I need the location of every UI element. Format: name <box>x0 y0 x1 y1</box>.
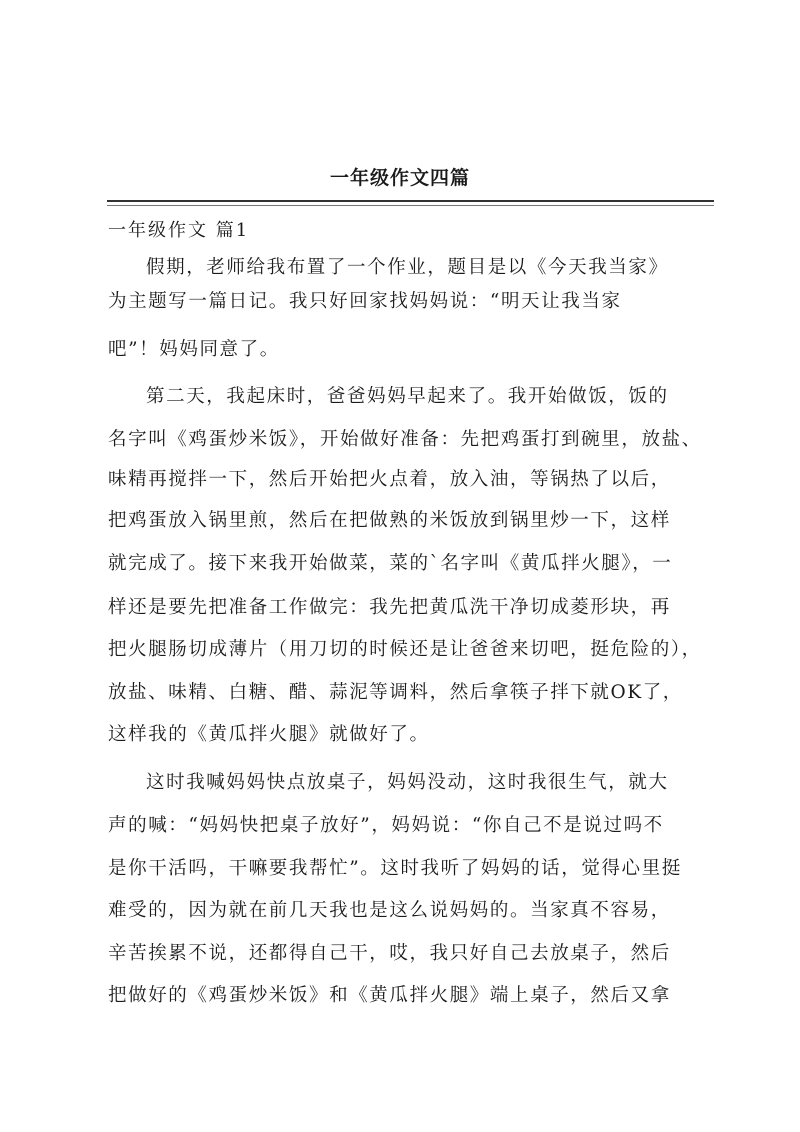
paragraph-line: 这时我喊妈妈快点放桌子，妈妈没动，这时我很生气，就大 <box>146 772 669 793</box>
paragraph-line: 味精再搅拌一下，然后开始把火点着，放入油，等锅热了以后， <box>108 469 671 490</box>
section-heading: 一年级作文 篇1 <box>108 220 250 241</box>
paragraph-line: 辛苦挨累不说，还都得自己干，哎，我只好自己去放桌子，然后 <box>108 943 671 964</box>
title-rule-thin <box>107 205 714 206</box>
paragraph-line: 第二天，我起床时，爸爸妈妈早起来了。我开始做饭，饭的 <box>146 386 669 407</box>
paragraph-line: 名字叫《鸡蛋炒米饭》，开始做好准备：先把鸡蛋打到碗里，放盐、 <box>108 429 702 450</box>
paragraph-line: 把鸡蛋放入锅里煎，然后在把做熟的米饭放到锅里炒一下，这样 <box>108 510 671 531</box>
paragraph-line: 把做好的《鸡蛋炒米饭》和《黄瓜拌火腿》端上桌子，然后又拿 <box>108 985 671 1006</box>
paragraph-line: 吧”！妈妈同意了。 <box>108 339 280 360</box>
paragraph-line: 样还是要先把准备工作做完：我先把黄瓜洗干净切成菱形块，再 <box>108 597 671 618</box>
paragraph-line: 是你干活吗，干嘛要我帮忙”。这时我听了妈妈的话，觉得心里挺 <box>108 858 682 879</box>
paragraph-line: 声的喊：“妈妈快把桌子放好”，妈妈说：“你自己不是说过吗不 <box>108 815 664 836</box>
paragraph-line: 放盐、味精、白糖、醋、蒜泥等调料，然后拿筷子拌下就OK了， <box>108 682 683 703</box>
paragraph-line: 假期，老师给我布置了一个作业，题目是以《今天我当家》 <box>146 257 669 278</box>
paragraph-line: 把火腿肠切成薄片（用刀切的时候还是让爸爸来切吧，挺危险的）， <box>108 639 702 660</box>
paragraph-line: 就完成了。接下来我开始做菜，菜的`名字叫《黄瓜拌火腿》，一 <box>108 553 673 574</box>
title-rule-thick <box>107 200 714 202</box>
paragraph-line: 难受的，因为就在前几天我也是这么说妈妈的。当家真不容易， <box>108 900 671 921</box>
page-title: 一年级作文四篇 <box>329 167 470 189</box>
paragraph-line: 这样我的《黄瓜拌火腿》就做好了。 <box>108 724 430 745</box>
paragraph-line: 为主题写一篇日记。我只好回家找妈妈说：“明天让我当家 <box>108 291 622 312</box>
